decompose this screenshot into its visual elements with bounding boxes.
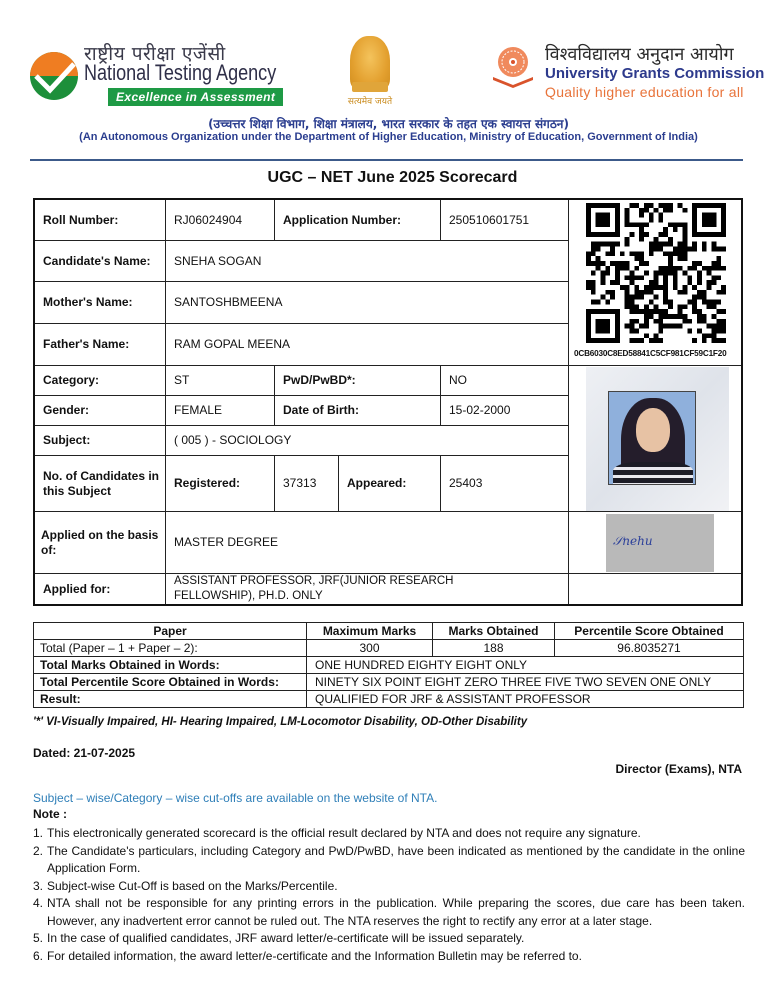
list-item bbox=[33, 948, 745, 966]
signature-ink-icon: 𝒮nehu bbox=[613, 534, 653, 548]
table-row bbox=[34, 691, 744, 708]
qr-code-icon bbox=[586, 203, 726, 343]
note-number: 4. bbox=[33, 896, 44, 910]
ashoka-emblem-icon bbox=[340, 34, 400, 110]
subtitle-english: (An Autonomous Organization under the Department of Higher Education, Ministry of Education, Government of India) bbox=[79, 131, 698, 143]
disability-footnote: '*' VI-Visually Impaired, HI- Hearing Impaired, LM-Locomotor Disability, OD-Other Disability bbox=[33, 716, 528, 728]
mother-name-value: SANTOSHBMEENA bbox=[166, 282, 569, 324]
note-heading: Note : bbox=[33, 807, 67, 821]
header-divider bbox=[30, 159, 743, 161]
candidates-count-label: No. of Candidates in this Subject bbox=[35, 456, 166, 512]
qr-code-cell bbox=[569, 200, 741, 366]
dob-label: Date of Birth: bbox=[275, 396, 441, 426]
registered-label: Registered: bbox=[166, 456, 275, 512]
header-max-marks: Maximum Marks bbox=[307, 623, 433, 640]
photo-cell bbox=[569, 366, 741, 512]
ugc-hindi-name: विश्वविद्यालय अनुदान आयोग bbox=[545, 44, 734, 65]
candidate-name-value: SNEHA SOGAN bbox=[166, 241, 569, 282]
emblem-motto: सत्यमेव जयते bbox=[347, 97, 393, 107]
application-number-label: Application Number: bbox=[275, 200, 441, 241]
note-number: 2. bbox=[33, 843, 44, 858]
result-value: QUALIFIED FOR JRF & ASSISTANT PROFESSOR bbox=[307, 691, 744, 708]
empty-cell bbox=[569, 574, 741, 604]
marks-words-value: ONE HUNDRED EIGHTY EIGHT ONLY bbox=[307, 657, 744, 674]
subject-value: ( 005 ) - SOCIOLOGY bbox=[166, 426, 569, 456]
subtitle-hindi: (उच्चत्तर शिक्षा विभाग, शिक्षा मंत्रालय, भारत सरकार के तहत एक स्वायत्त संगठन) bbox=[208, 117, 569, 131]
header-marks-obtained: Marks Obtained bbox=[433, 623, 555, 640]
notes-list bbox=[33, 825, 745, 965]
category-value: ST bbox=[166, 366, 275, 396]
category-label: Category: bbox=[35, 366, 166, 396]
appeared-label: Appeared: bbox=[339, 456, 441, 512]
scorecard-title: UGC – NET June 2025 Scorecard bbox=[267, 169, 518, 186]
table-row bbox=[34, 674, 744, 691]
registered-value: 37313 bbox=[275, 456, 339, 512]
note-number: 1. bbox=[33, 826, 44, 840]
note-text: Subject-wise Cut-Off is based on the Marks/Percentile. bbox=[47, 878, 338, 893]
candidate-name-label: Candidate's Name: bbox=[35, 241, 166, 282]
appeared-value: 25403 bbox=[441, 456, 569, 512]
header-paper: Paper bbox=[34, 623, 307, 640]
roll-number-value: RJ06024904 bbox=[166, 200, 275, 241]
pwd-value: NO bbox=[441, 366, 569, 396]
percentile-words-label: Total Percentile Score Obtained in Words: bbox=[34, 674, 307, 691]
ugc-wheel-logo-icon bbox=[490, 44, 536, 90]
nta-brand bbox=[28, 38, 277, 110]
table-row bbox=[34, 640, 744, 657]
nta-tagline: Excellence in Assessment bbox=[108, 88, 283, 106]
basis-label: Applied on the basis of: bbox=[35, 512, 166, 574]
max-marks-value: 300 bbox=[307, 640, 433, 657]
roll-number-label: Roll Number: bbox=[35, 200, 166, 241]
subject-label: Subject: bbox=[35, 426, 166, 456]
total-paper-label: Total (Paper – 1 + Paper – 2): bbox=[34, 640, 307, 657]
marks-header-row bbox=[34, 623, 744, 640]
gender-value: FEMALE bbox=[166, 396, 275, 426]
applied-for-value: ASSISTANT PROFESSOR, JRF(JUNIOR RESEARCH FELLOWSHIP), PH.D. ONLY bbox=[166, 574, 569, 604]
percentile-words-value: NINETY SIX POINT EIGHT ZERO THREE FIVE TWO SEVEN ONE ONLY bbox=[307, 674, 744, 691]
marks-table bbox=[33, 622, 744, 708]
note-text: For detailed information, the award letter/e-certificate and the Information Bulletin may be referred to. bbox=[47, 948, 582, 963]
note-text: In the case of qualified candidates, JRF award letter/e-certificate will be issued separately. bbox=[47, 931, 525, 945]
list-item bbox=[33, 878, 745, 896]
percentile-value: 96.8035271 bbox=[555, 640, 744, 657]
table-row bbox=[34, 657, 744, 674]
list-item bbox=[33, 895, 745, 930]
note-number: 5. bbox=[33, 931, 44, 945]
mother-name-label: Mother's Name: bbox=[35, 282, 166, 324]
basis-value: MASTER DEGREE bbox=[166, 512, 569, 574]
father-name-label: Father's Name: bbox=[35, 324, 166, 366]
marks-words-label: Total Marks Obtained in Words: bbox=[34, 657, 307, 674]
ugc-english-name: University Grants Commission bbox=[545, 65, 765, 82]
applied-for-label: Applied for: bbox=[35, 574, 166, 604]
note-text: The Candidate's particulars, including Category and PwD/PwBD, have been indicated as mentioned by the candidate in the online Application Form. bbox=[47, 843, 745, 875]
list-item bbox=[33, 843, 745, 878]
ugc-brand bbox=[487, 40, 765, 104]
pwd-label: PwD/PwBD*: bbox=[275, 366, 441, 396]
father-name-value: RAM GOPAL MEENA bbox=[166, 324, 569, 366]
list-item bbox=[33, 930, 745, 948]
gender-label: Gender: bbox=[35, 396, 166, 426]
qr-code-text: 0CB6030C8ED58841C5CF981CF59C1F20 bbox=[574, 349, 727, 358]
application-number-value: 250510601751 bbox=[441, 200, 569, 241]
nta-checkmark-logo-icon bbox=[30, 52, 78, 100]
nta-hindi-name: राष्ट्रीय परीक्षा एजेंसी bbox=[84, 43, 226, 65]
marks-obtained-value: 188 bbox=[433, 640, 555, 657]
note-number: 3. bbox=[33, 878, 44, 893]
nta-english-name: National Testing Agency bbox=[84, 60, 277, 85]
director-signature-label: Director (Exams), NTA bbox=[615, 762, 742, 776]
note-text: This electronically generated scorecard is the official result declared by NTA and does not require any signature. bbox=[47, 826, 641, 840]
header-percentile: Percentile Score Obtained bbox=[555, 623, 744, 640]
result-label: Result: bbox=[34, 691, 307, 708]
cutoff-note-link[interactable]: Subject – wise/Category – wise cut-offs are available on the website of NTA. bbox=[33, 791, 438, 805]
document-header bbox=[0, 0, 777, 160]
note-text: NTA shall not be responsible for any printing errors in the publication. While preparing the scores, due care has been taken. However, any inadvertent error cannot be ruled out. The NTA reserves the right to rectify any error at a later stage. bbox=[47, 896, 745, 928]
dob-value: 15-02-2000 bbox=[441, 396, 569, 426]
signature-cell bbox=[569, 512, 741, 574]
list-item bbox=[33, 825, 745, 843]
candidate-photo bbox=[608, 391, 696, 485]
candidate-details-table bbox=[33, 198, 743, 606]
ugc-tagline: Quality higher education for all bbox=[545, 84, 744, 100]
note-number: 6. bbox=[33, 948, 44, 963]
dated: Dated: 21-07-2025 bbox=[33, 746, 136, 760]
